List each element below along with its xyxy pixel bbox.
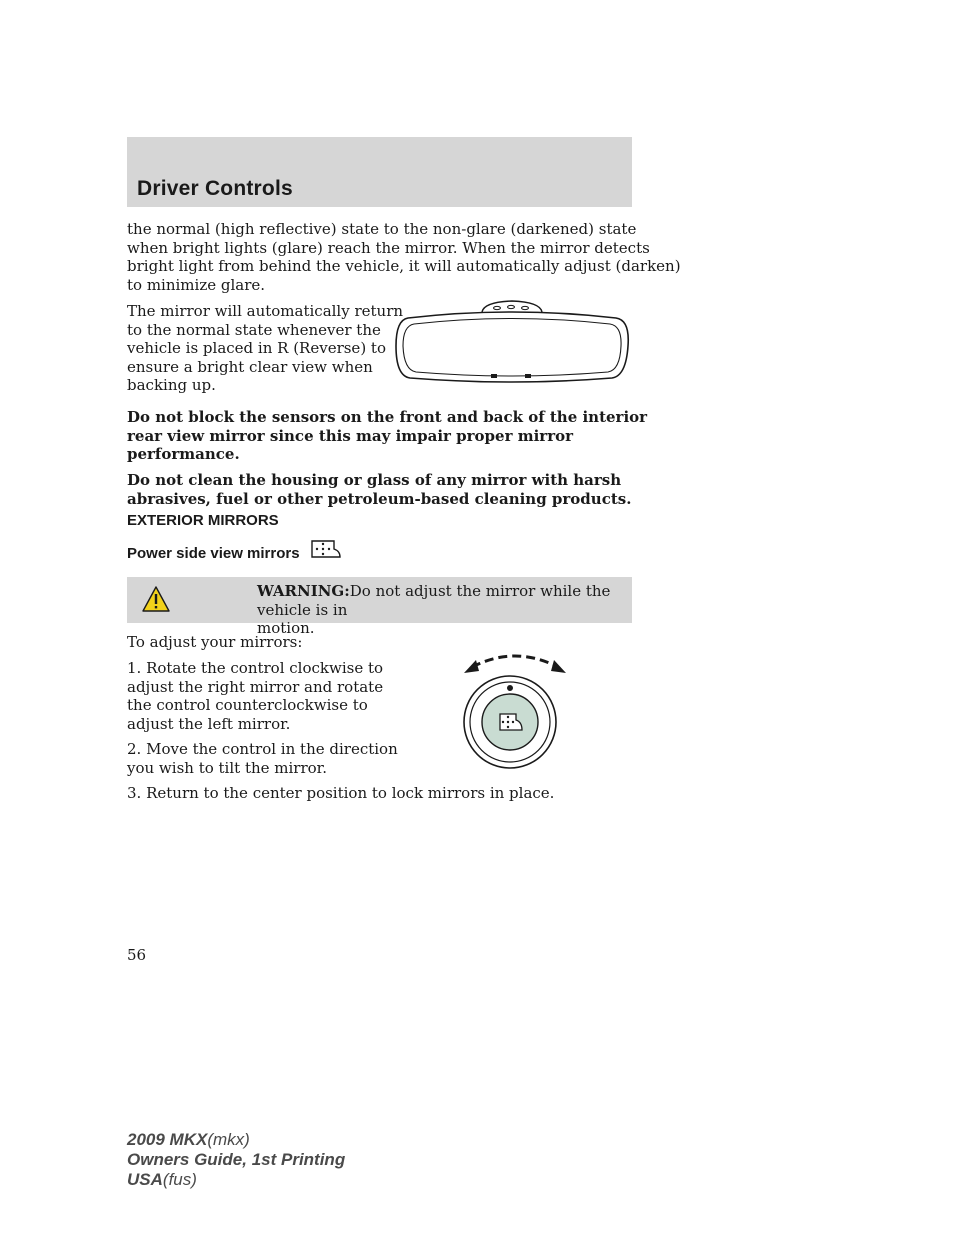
text-line: abrasives, fuel or other petroleum-based cleaning products. bbox=[127, 489, 632, 508]
text-line: vehicle is placed in R (Reverse) to bbox=[127, 339, 386, 357]
warning-box bbox=[127, 577, 632, 637]
footer-line-1: 2009 MKX(mkx) bbox=[127, 1130, 250, 1149]
page-number: 56 bbox=[127, 946, 147, 964]
footer-line-2: Owners Guide, 1st Printing bbox=[127, 1150, 346, 1169]
warning-message: Do not adjust the mirror while the vehicle is in bbox=[257, 582, 611, 619]
section-title: Driver Controls bbox=[137, 177, 293, 200]
header-band bbox=[127, 137, 632, 207]
text-line: you wish to tilt the mirror. bbox=[127, 758, 327, 777]
text-line: when bright lights (glare) reach the mirror. When the mirror detects bbox=[127, 238, 650, 257]
text-line: to the normal state whenever the bbox=[127, 320, 381, 339]
text-line: Do not block the sensors on the front and back of the interior bbox=[127, 408, 648, 426]
section-heading: EXTERIOR MIRRORS bbox=[127, 512, 279, 529]
text-line: the normal (high reflective) state to the non-glare (darkened) state bbox=[127, 220, 637, 238]
text-line: performance. bbox=[127, 445, 240, 463]
subheading-row bbox=[127, 543, 300, 563]
warning-message-cont: motion. bbox=[257, 619, 315, 637]
power-mirror-icon bbox=[310, 539, 342, 559]
step-3: 3. Return to the center position to lock mirrors in place. bbox=[127, 784, 555, 802]
text-line: The mirror will automatically return bbox=[127, 302, 404, 320]
mirror-control-illustration bbox=[440, 640, 590, 780]
adjust-intro: To adjust your mirrors: bbox=[127, 633, 303, 651]
text-line: 1. Rotate the control clockwise to bbox=[127, 659, 384, 677]
warning-triangle-icon bbox=[141, 585, 171, 613]
text-line: ensure a bright clear view when bbox=[127, 357, 373, 376]
text-line: backing up. bbox=[127, 376, 216, 394]
text-line: Do not clean the housing or glass of any mirror with harsh bbox=[127, 471, 622, 489]
footer-line-3: USA(fus) bbox=[127, 1170, 197, 1189]
text-line: 2. Move the control in the direction bbox=[127, 740, 398, 758]
text-line: adjust the left mirror. bbox=[127, 714, 291, 733]
rear-view-mirror-illustration bbox=[394, 296, 630, 386]
text-line: bright light from behind the vehicle, it will automatically adjust (darken) bbox=[127, 257, 681, 275]
warning-text bbox=[257, 582, 617, 638]
subheading: Power side view mirrors bbox=[127, 545, 300, 562]
text-line: rear view mirror since this may impair proper mirror bbox=[127, 426, 574, 445]
text-line: to minimize glare. bbox=[127, 275, 266, 294]
warning-label: WARNING: bbox=[257, 582, 350, 600]
footer bbox=[127, 1130, 345, 1190]
text-line: the control counterclockwise to bbox=[127, 696, 368, 714]
text-line: adjust the right mirror and rotate bbox=[127, 677, 384, 696]
